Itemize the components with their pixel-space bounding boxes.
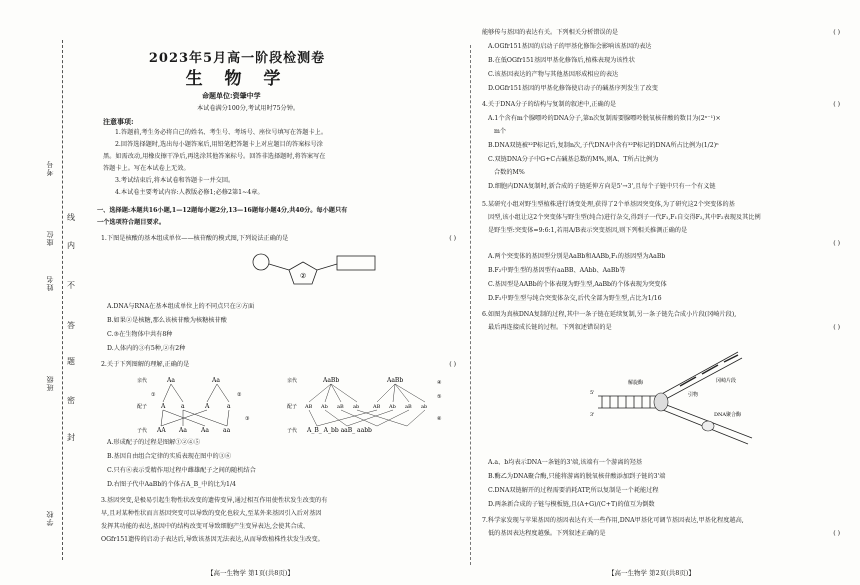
q7-line: 低的基因表达程度越强。下列叙述正确的是 xyxy=(488,530,606,537)
q4-line: C.双链DNA分子中G+C占碱基总数的M%,则A、T所占比例为 xyxy=(488,156,659,163)
monohybrid-cross-diagram xyxy=(137,374,257,436)
q5-line: 因型,该小组让这2个突变体与野生型(纯合)进行杂交,得到子一代F₁,F₁自交得F₂,其中F₂表现及其比例 xyxy=(488,214,761,221)
q4-line: D.细胞内DNA复制时,新合成的子链延伸方向是5'→3',且每个子链中只有一个有义链 xyxy=(488,183,716,190)
phosphate-circle xyxy=(253,254,269,270)
label-parent: 亲代 xyxy=(287,378,298,384)
gamete: Ab xyxy=(389,404,396,410)
q6-line: 最后再连接成长链的过程。下列叙述错误的是 xyxy=(488,324,612,331)
label-5-end: 5' xyxy=(590,390,595,396)
margin-field-seat: 座位 xyxy=(46,230,54,246)
offspring: Aa xyxy=(201,427,209,434)
q5-option-a: A.两个突变体的基因型分别是AaBb和AABb,F₁的基因型为AaBb xyxy=(488,253,666,260)
offspring: AA xyxy=(157,427,166,434)
note-line: 1.答题前,考生务必将自己的姓名、考生号、考场号、座位号填写在答题卡上。 xyxy=(115,129,328,136)
answer-bracket: ( ) xyxy=(833,324,840,331)
gamete: aB xyxy=(337,404,344,410)
answer-bracket: ( ) xyxy=(449,235,456,242)
right-column xyxy=(478,0,846,585)
step-mark: ④ xyxy=(437,380,442,386)
q3-line: 发挥其功能的表达,基因中的结构改变可导致细胞产生变异表达,会使其合成、 xyxy=(101,523,310,530)
polymerase-enzyme xyxy=(702,421,714,431)
q3-line: 3.基因突变,是极易引起生物性状改变的遗传变异,通过相互作用使性状发生改变的有 xyxy=(101,497,328,504)
parent-genotype: AaBb xyxy=(387,377,404,384)
step-mark: ⑤ xyxy=(437,394,442,400)
q6-option-a: A.a、b均表示DNA一条链的3'端,该端有一个游离的羟基 xyxy=(488,459,643,466)
seal-char: 密 xyxy=(67,396,75,405)
label-okazaki: 冈崎片段 xyxy=(716,378,737,384)
page-footer-right: 【高一生物学 第2页(共8页)】 xyxy=(608,569,695,578)
q3-line: 早,且对某种性状而言基因突变可以导致的变化也较大,至某外来基因引入后对基因 xyxy=(101,510,322,517)
margin-field-school: 学校 xyxy=(46,510,54,526)
q3-line: OGfr151遗传的启动子表达后,导致该基因无法表达,从而导致植株性状发生改变。 xyxy=(101,536,324,543)
label-3-end: 3' xyxy=(590,412,595,418)
page-footer-left: 【高一生物学 第1页(共8页)】 xyxy=(207,569,294,578)
q2-stem: 2.关于下列图解的理解,正确的是 xyxy=(101,361,190,368)
margin-field-class: 班级 xyxy=(46,375,54,391)
q1-option-d: D.人体内的③有5种,②有2种 xyxy=(107,345,186,352)
q6-line: 6.如图为真核DNA复制的过程,其中一条子链在延续复制,另一条子链先合成小片段(冈崎片段), xyxy=(482,311,737,318)
seal-char: 不 xyxy=(67,281,75,290)
q3-option-b: B.在低OGfr151基因甲基化修饰后,植株表现为该性状 xyxy=(488,57,635,64)
note-line: 2.回答选择题时,选出每小题答案后,用铅笔把答题卡上对应题目的答案标号涂 xyxy=(115,141,323,148)
seal-line xyxy=(62,40,63,560)
q1-option-c: C.③在生物体中共有8种 xyxy=(107,331,173,338)
gamete: Ab xyxy=(321,404,328,410)
seal-char: 答 xyxy=(67,321,75,330)
parent-genotype: Aa xyxy=(212,377,220,384)
step-mark: ⑥ xyxy=(437,416,442,422)
offspring: aa xyxy=(223,427,231,434)
unit-line: 命题单位:资肇中学 xyxy=(202,91,261,100)
q2-option-b: B.基因自由组合定律的实质表现在图中的③⑥ xyxy=(107,453,232,460)
q5-line: 是野生型:突变体=9:6:1,若用A/B表示突变基因,则下列相关推测正确的是 xyxy=(488,227,688,234)
label-gamete: 配子 xyxy=(287,404,298,410)
base-rect xyxy=(337,256,375,270)
q3-option-a: A.OGfr151基因的启动子的甲基化修饰会影响该基因的表达 xyxy=(488,43,652,50)
note-line: 4.本试卷主要考试内容:人教版必修1;必修2第1~4章。 xyxy=(115,189,264,196)
note-line: 答题卡上。写在本试卷上无效。 xyxy=(103,165,190,172)
info-line: 本试卷满分100分,考试用时75分钟。 xyxy=(197,105,300,112)
section-heading-cont: 一个选项符合题目要求。 xyxy=(97,219,166,226)
offspring: Aa xyxy=(179,427,187,434)
seal-char: 线 xyxy=(67,213,75,222)
q2-option-c: C.只有⑥表示受精作用过程中雌雄配子之间的随机结合 xyxy=(107,467,256,474)
gamete: AB xyxy=(305,404,313,410)
q2-option-a: A.形成配子的过程是图解①②④⑤ xyxy=(107,439,201,446)
q1-option-b: B.如果②是核糖,那么该核苷酸为核糖核苷酸 xyxy=(107,317,227,324)
q4-line: A.1个含有m个腺嘌呤的DNA分子,第n次复制需要腺嘌呤脱氧核苷酸的数目为(2ⁿ⁻¹)× xyxy=(488,115,721,122)
gamete: a xyxy=(227,403,231,410)
answer-bracket: ( ) xyxy=(833,240,840,247)
dihybrid-cross-diagram xyxy=(287,374,447,436)
step-mark: ① xyxy=(151,392,156,398)
seal-char: 内 xyxy=(67,241,75,250)
parent-genotype: Aa xyxy=(167,377,175,384)
label-gamete: 配子 xyxy=(137,404,148,410)
margin-field-exam-number: 考号 xyxy=(46,160,54,176)
dna-replication-diagram xyxy=(588,340,788,450)
q5-option-d: D.F₂中野生型与纯合突变体杂交,后代全部为野生型,占比为1/16 xyxy=(488,295,662,302)
cross-lines xyxy=(161,384,229,426)
q1-option-a: A.DNA与RNA在基本组成单位上的不同点只在②方面 xyxy=(107,303,255,310)
notes-heading: 注意事项: xyxy=(103,117,134,126)
section-heading: 一、选择题:本题共16小题,1—12题每小题2分,13—16题每小题4分,共40分。每小题只有 xyxy=(97,207,348,214)
gamete: a xyxy=(181,403,185,410)
gamete: A xyxy=(161,403,166,410)
q6-option-d: D.两条新合成的子链与模板链,且(A+G)/(C+T)的值互为倒数 xyxy=(488,501,655,508)
q6-option-c: C.DNA双链解开的过程需要消耗ATP,所以复制是一个耗能过程 xyxy=(488,487,659,494)
q6-option-b: B.酶乙为DNA聚合酶,只能将游离的脱氧核苷酸添加到子链的3'端 xyxy=(488,473,666,480)
bond-line xyxy=(317,264,337,270)
gamete: A xyxy=(205,403,210,410)
q7-line: 7.科学家发现与苹果基因的基因表达有关一些作用,DNA甲基化可调节基因表达,甲基化程度越高, xyxy=(482,517,744,524)
parent-genotype: AaBb xyxy=(323,377,340,384)
q4-line: B.DNA双链被³²P标记后,复制n次,子代DNA中含有³²P标记的DNA所占比例为(1/2)ⁿ xyxy=(488,142,719,149)
label-primer: 引物 xyxy=(688,392,699,398)
subject-title: 生 物 学 xyxy=(185,69,289,89)
gamete: ab xyxy=(421,404,428,410)
answer-bracket: ( ) xyxy=(833,530,840,537)
q5-option-b: B.F₂中野生型的基因型有aaBB、AAbb、AaBb等 xyxy=(488,267,626,274)
step-mark: ③ xyxy=(245,416,250,422)
q2-option-d: D.右图子代中AaBb的个体占A_B_中的比为1/4 xyxy=(107,481,236,488)
q1-stem: 1.下图是核酸的基本组成单位——核苷酸的模式图,下列说法正确的是 xyxy=(101,235,289,242)
column-divider xyxy=(470,45,471,565)
answer-bracket: ( ) xyxy=(833,101,840,108)
left-column xyxy=(97,0,462,585)
label-polymerase: DNA聚合酶 xyxy=(714,412,741,418)
answer-bracket: ( ) xyxy=(449,361,456,368)
q4-stem: 4.关于DNA分子的结构与复制的叙述中,正确的是 xyxy=(482,101,617,108)
seal-char: 封 xyxy=(67,433,75,442)
q5-line: 5.某研究小组对野生型植株进行诱变处理,获得了2个单基因突变体,为了研究这2个突变体的基 xyxy=(482,201,735,208)
gamete: AB xyxy=(373,404,381,410)
nucleotide-diagram xyxy=(247,250,387,300)
gamete: ab xyxy=(353,404,360,410)
label-child: 子代 xyxy=(287,428,298,434)
step-mark: ② xyxy=(237,392,242,398)
note-line: 3.考试结束后,将本试卷和答题卡一并交回。 xyxy=(115,177,235,184)
q3-continued: 能够传与基因的表达有关。下列相关分析错误的是 xyxy=(482,29,619,36)
binding-margin xyxy=(0,0,95,585)
label-helicase: 解旋酶 xyxy=(628,380,644,386)
answer-bracket: ( ) xyxy=(833,29,840,36)
parent-dna xyxy=(598,396,658,408)
offspring-types: A_B_ A_bb aaB_ aabb xyxy=(307,427,372,434)
exam-title: 2023年5月高一阶段检测卷 xyxy=(148,51,326,66)
q3-option-c: C.该基因表达的产物与其他基因形成相应的表达 xyxy=(488,71,619,78)
q4-line: 合数的M% xyxy=(494,169,525,176)
q3-option-d: D.OGfr151基因的甲基化修饰使启动子的碱基序列发生了改变 xyxy=(488,85,658,92)
q4-line: m个 xyxy=(494,128,507,135)
note-line: 黑。如需改动,用橡皮擦干净后,再选涂其他答案标号。回答非选择题时,将答案写在 xyxy=(103,153,326,160)
gamete: aB xyxy=(405,404,412,410)
sugar-label: ② xyxy=(300,272,307,280)
bond-line xyxy=(269,264,289,270)
seal-char: 题 xyxy=(67,357,75,366)
helicase-enzyme xyxy=(654,393,668,411)
q5-option-c: C.基因型是AABb的个体表现为野生型,AaBb的个体表现为突变体 xyxy=(488,281,667,288)
label-parent: 亲代 xyxy=(137,378,148,384)
label-child: 子代 xyxy=(137,428,148,434)
margin-field-name: 姓名 xyxy=(46,275,54,291)
